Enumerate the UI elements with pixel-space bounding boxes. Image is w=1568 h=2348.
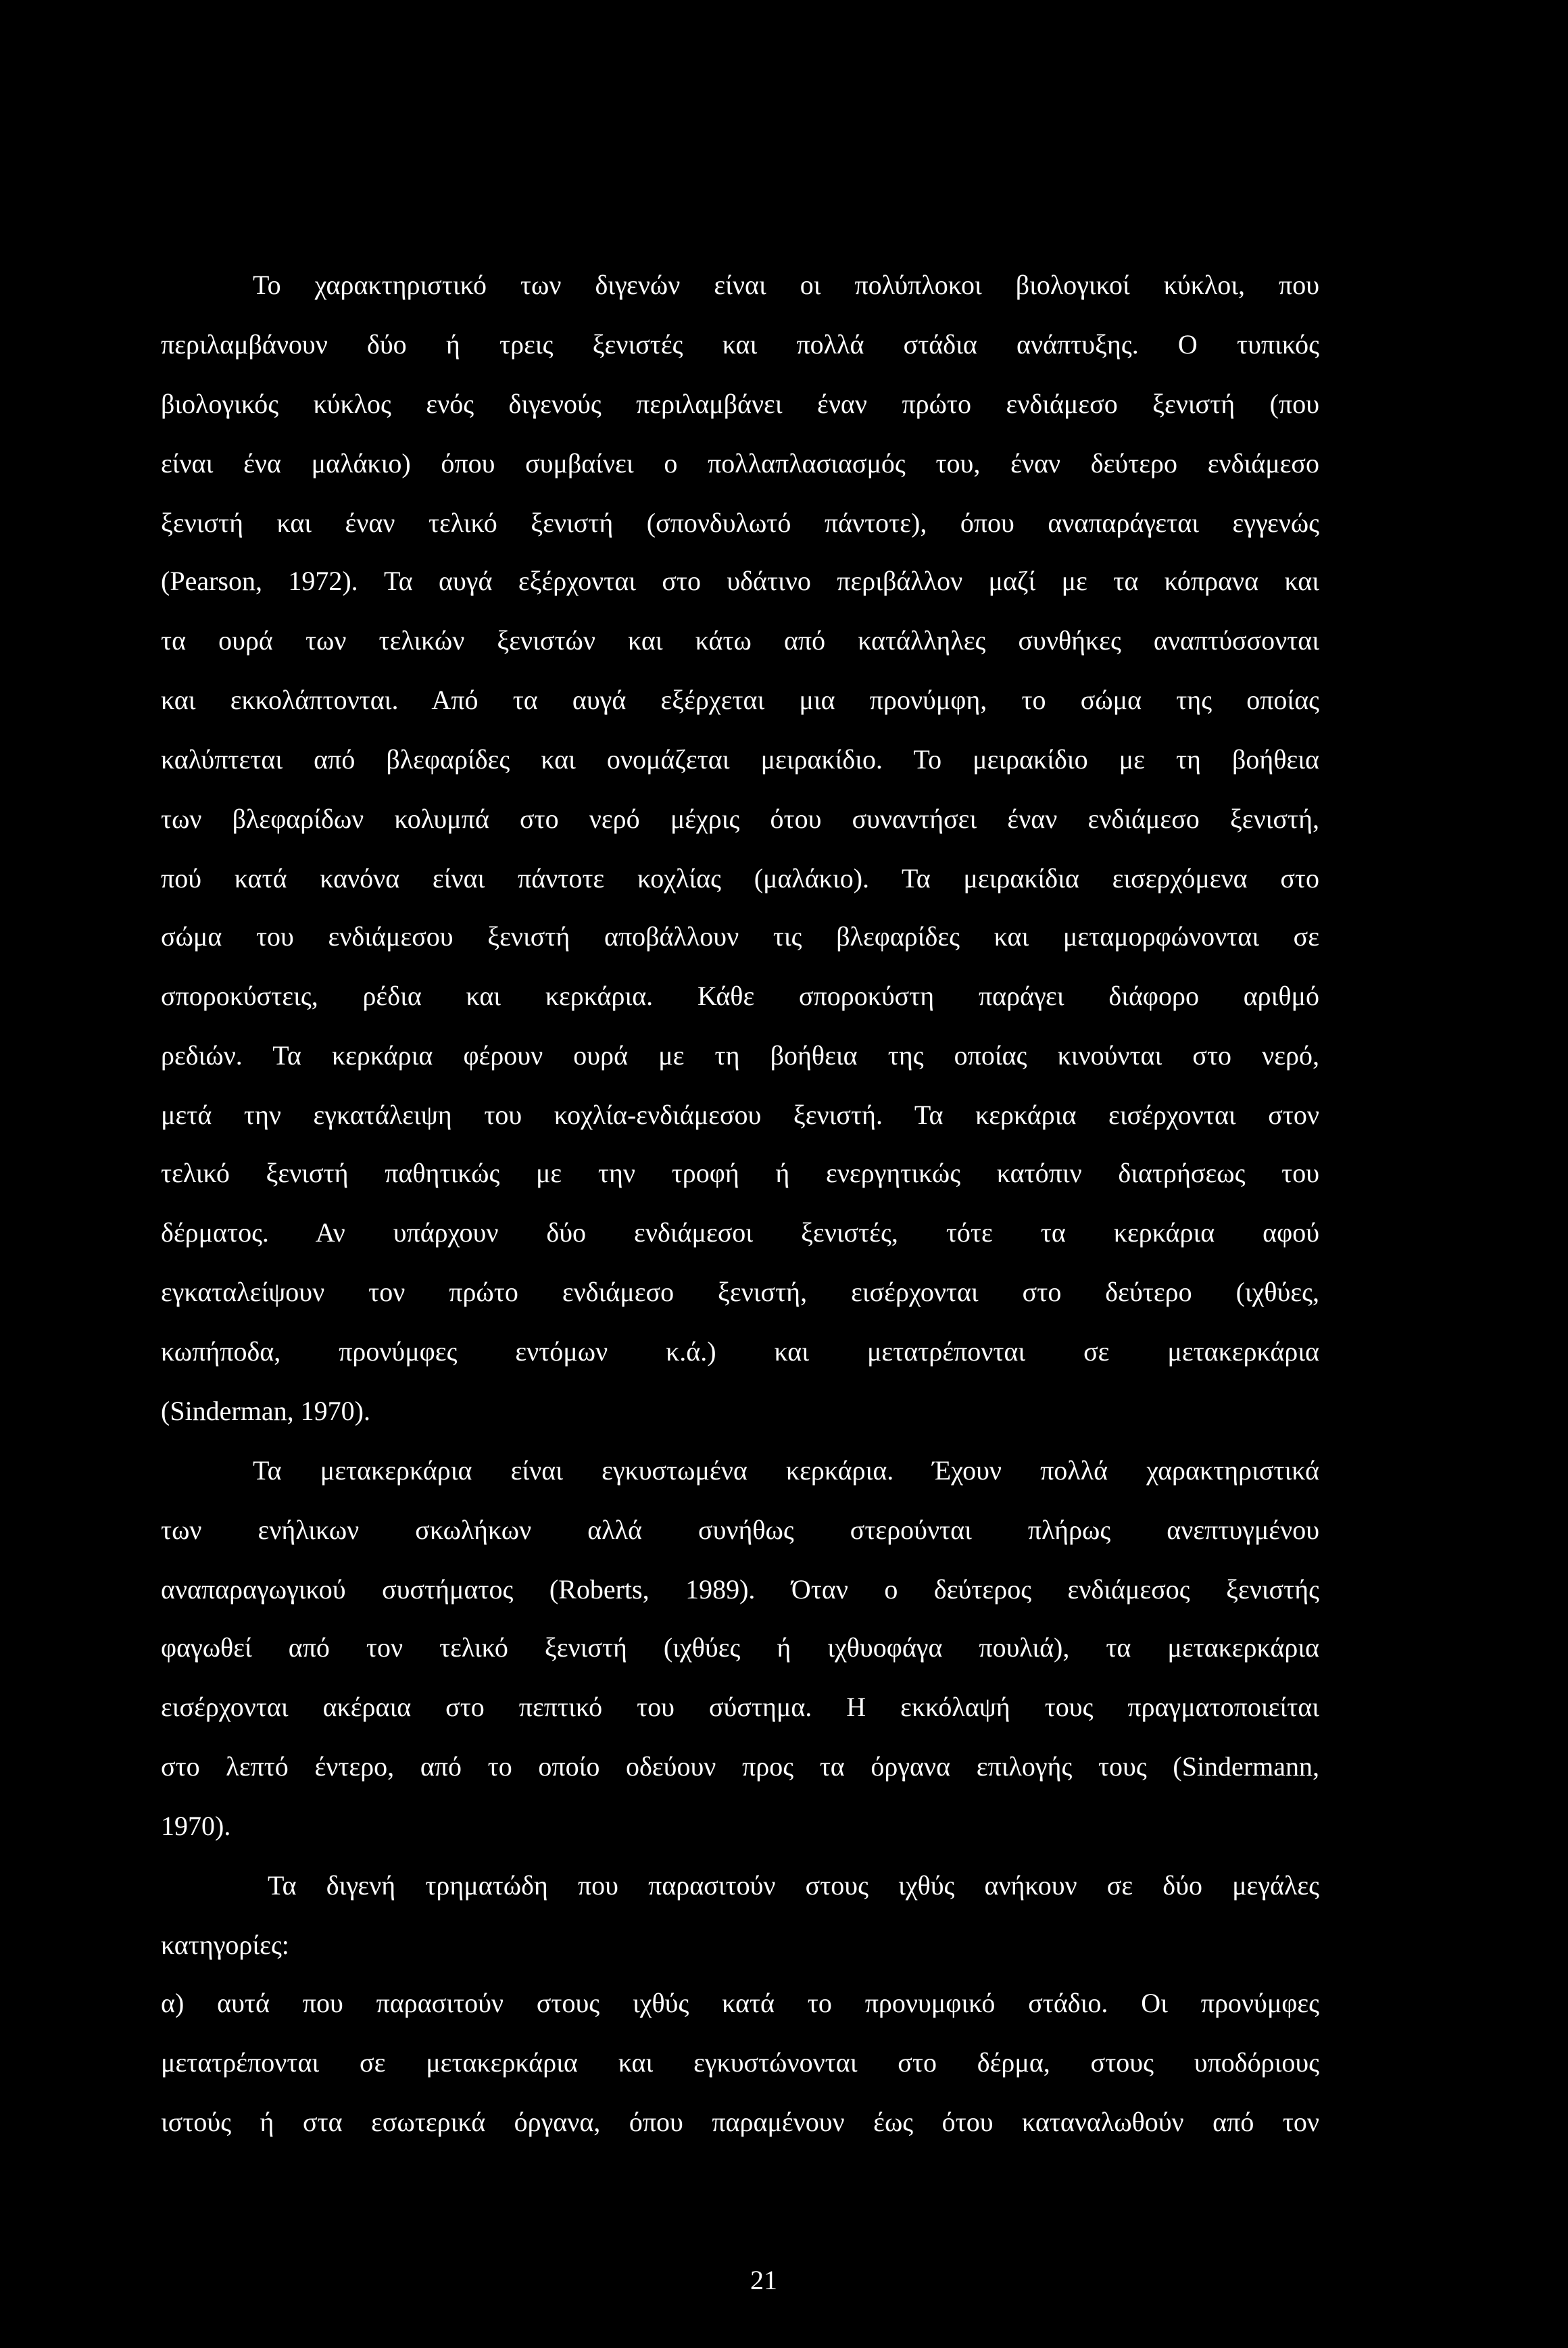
paragraph-1-line-16: τελικό ξενιστή παθητικώς με την τροφή ή ενεργητικώς κατόπιν διατρήσεως του — [161, 1158, 1319, 1188]
paragraph-1-line-9: καλύπτεται από βλεφαρίδες και ονομάζεται μειρακίδιο. Το μειρακίδιο με τη βοήθεια — [161, 744, 1319, 775]
paragraph-1-line-6: (Pearson, 1972). Τα αυγά εξέρχονται στο υδάτινο περιβάλλον μαζί με τα κόπρανα και — [161, 566, 1319, 596]
paragraph-1-line-10: των βλεφαρίδων κολυμπά στο νερό μέχρις ότου συναντήσει έναν ενδιάμεσο ξενιστή, — [161, 804, 1319, 834]
paragraph-3-line-1: Τα διγενή τρηματώδη που παρασιτούν στους ιχθύς ανήκουν σε δύο μεγάλες — [268, 1870, 1319, 1901]
paragraph-2-line-2: των ενήλικων σκωλήκων αλλά συνήθως στερούνται πλήρως ανεπτυγμένου — [161, 1515, 1319, 1545]
paragraph-1-line-11: πού κατά κανόνα είναι πάντοτε κοχλίας (μαλάκιο). Τα μειρακίδια εισερχόμενα στο — [161, 863, 1319, 894]
paragraph-1-line-15: μετά την εγκατάλειψη του κοχλία-ενδιάμεσου ξενιστή. Τα κερκάρια εισέρχονται στον — [161, 1100, 1319, 1130]
paragraph-1-line-3: βιολογικός κύκλος ενός διγενούς περιλαμβάνει έναν πρώτο ενδιάμεσο ξενιστή (που — [161, 389, 1319, 419]
paragraph-3-line-2: κατηγορίες: — [161, 1930, 289, 1960]
paragraph-4-line-3: ιστούς ή στα εσωτερικά όργανα, όπου παραμένουν έως ότου καταναλωθούν από τον — [161, 2107, 1319, 2137]
paragraph-1-line-18: εγκαταλείψουν τον πρώτο ενδιάμεσο ξενιστή, εισέρχονται στο δεύτερο (ιχθύες, — [161, 1277, 1319, 1307]
paragraph-1-line-5: ξενιστή και έναν τελικό ξενιστή (σπονδυλωτό πάντοτε), όπου αναπαράγεται εγγενώς — [161, 508, 1319, 538]
paragraph-1-line-20: (Sinderman, 1970). — [161, 1396, 370, 1426]
paragraph-4-line-1: α) αυτά που παρασιτούν στους ιχθύς κατά το προνυμφικό στάδιο. Οι προνύμφες — [161, 1988, 1319, 2018]
page-number: 21 — [750, 2265, 777, 2295]
paragraph-1-line-17: δέρματος. Αν υπάρχουν δύο ενδιάμεσοι ξενιστές, τότε τα κερκάρια αφού — [161, 1217, 1319, 1248]
paragraph-1-line-14: ρεδιών. Τα κερκάρια φέρουν ουρά με τη βοήθεια της οποίας κινούνται στο νερό, — [161, 1040, 1319, 1071]
paragraph-1-line-8: και εκκολάπτονται. Από τα αυγά εξέρχεται μια προνύμφη, το σώμα της οποίας — [161, 685, 1319, 715]
paragraph-1-line-19: κωπήποδα, προνύμφες εντόμων κ.ά.) και μετατρέπονται σε μετακερκάρια — [161, 1336, 1319, 1367]
paragraph-1-line-2: περιλαμβάνουν δύο ή τρεις ξενιστές και πολλά στάδια ανάπτυξης. Ο τυπικός — [161, 329, 1319, 360]
paragraph-2-line-5: εισέρχονται ακέραια στο πεπτικό του σύστημα. Η εκκόλαψή τους πραγματοποιείται — [161, 1692, 1319, 1722]
paragraph-4-line-2: μετατρέπονται σε μετακερκάρια και εγκυστώνονται στο δέρμα, στους υποδόριους — [161, 2047, 1319, 2078]
paragraph-2-line-7: 1970). — [161, 1811, 231, 1841]
paragraph-2-line-4: φαγωθεί από τον τελικό ξενιστή (ιχθύες ή ιχθυοφάγα πουλιά), τα μετακερκάρια — [161, 1632, 1319, 1663]
paragraph-1-line-7: τα ουρά των τελικών ξενιστών και κάτω από κατάλληλες συνθήκες αναπτύσσονται — [161, 625, 1319, 656]
paragraph-1-line-4: είναι ένα μαλάκιο) όπου συμβαίνει ο πολλαπλασιασμός του, έναν δεύτερο ενδιάμεσο — [161, 448, 1319, 479]
paragraph-1-line-12: σώμα του ενδιάμεσου ξενιστή αποβάλλουν τις βλεφαρίδες και μεταμορφώνονται σε — [161, 921, 1319, 952]
paragraph-2-line-1: Τα μετακερκάρια είναι εγκυστωμένα κερκάρια. Έχουν πολλά χαρακτηριστικά — [253, 1455, 1319, 1486]
paragraph-2-line-6: στο λεπτό έντερο, από το οποίο οδεύουν προς τα όργανα επιλογής τους (Sindermann, — [161, 1751, 1319, 1782]
paragraph-2-line-3: αναπαραγωγικού συστήματος (Roberts, 1989). Όταν ο δεύτερος ενδιάμεσος ξενιστής — [161, 1574, 1319, 1605]
paragraph-1-line-1: Το χαρακτηριστικό των διγενών είναι οι πολύπλοκοι βιολογικοί κύκλοι, που — [253, 270, 1319, 300]
paragraph-1-line-13: σποροκύστεις, ρέδια και κερκάρια. Κάθε σποροκύστη παράγει διάφορο αριθμό — [161, 981, 1319, 1011]
